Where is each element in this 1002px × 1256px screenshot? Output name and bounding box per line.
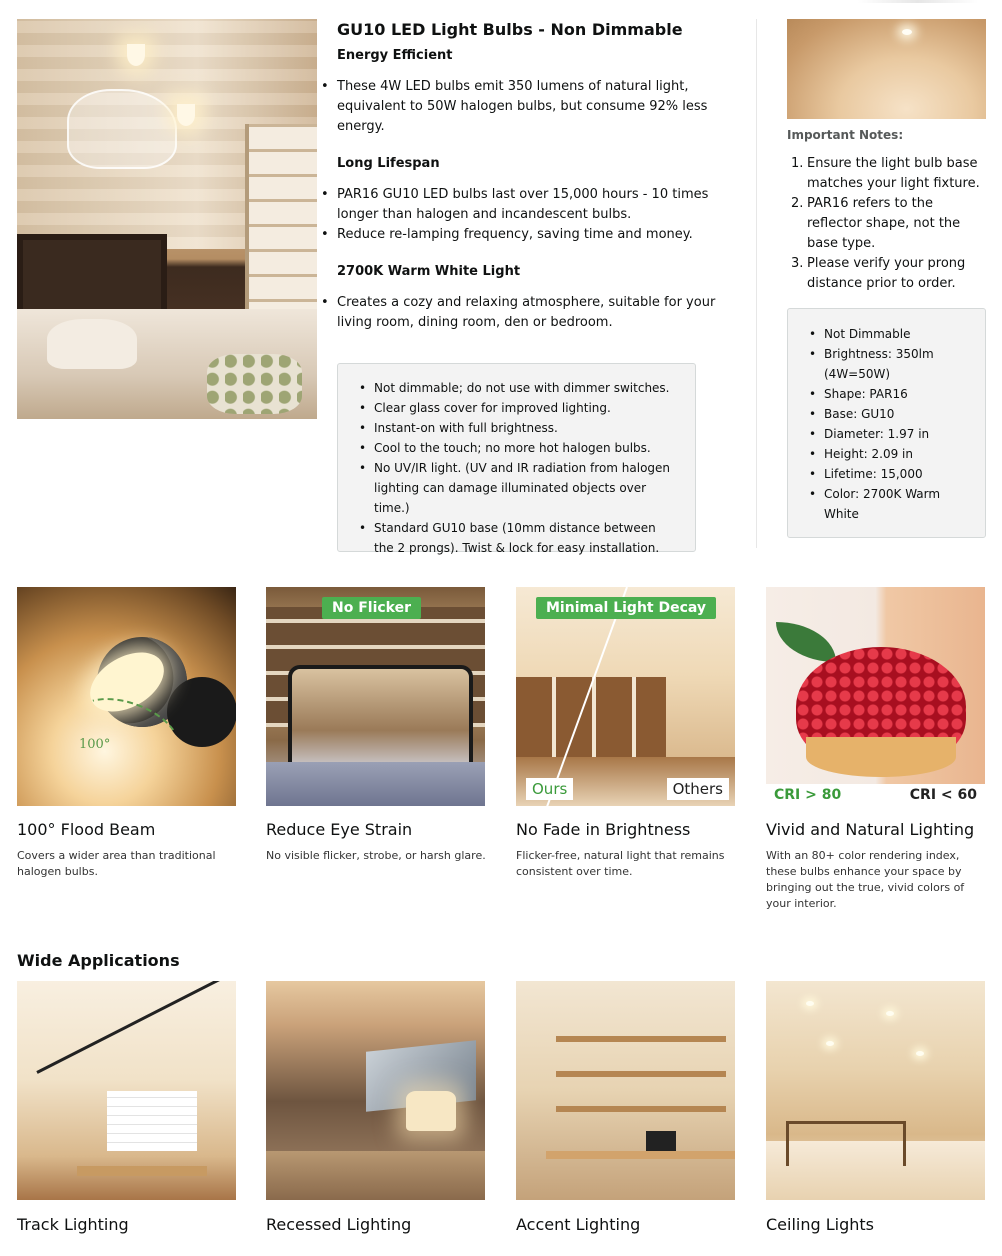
spec-item: • Brightness: 350lm (4W=50W) <box>824 344 975 384</box>
product-title: GU10 LED Light Bulbs - Non Dimmable <box>337 20 683 39</box>
notes-list <box>787 154 986 294</box>
light-decay-image <box>516 587 735 806</box>
deer-head-decor <box>67 89 177 169</box>
spec-item: • Color: 2700K Warm White <box>824 484 975 524</box>
application-label: Ceiling Lights <box>766 1215 874 1234</box>
bullet-item: • These 4W LED bulbs emit 350 lumens of natural light, equivalent to 50W halogen bulbs, but consume 92% less energy. <box>337 77 717 137</box>
feature-desc: Flicker-free, natural light that remains consistent over time. <box>516 849 725 878</box>
specs-box <box>787 308 986 538</box>
product-description <box>337 19 717 351</box>
window-shutter <box>245 124 317 324</box>
bullet-item: • PAR16 GU10 LED bulbs last over 15,000 hours - 10 times longer than halogen and incandescent bulbs. <box>337 185 717 225</box>
downlight-spot <box>902 29 912 35</box>
feature-bullet: • Standard GU10 base (10mm distance between the 2 prongs). Twist & lock for easy installation. <box>374 518 677 558</box>
pillow <box>47 319 137 369</box>
feature-title: Vivid and Natural Lighting <box>766 820 975 839</box>
pillow <box>207 354 302 414</box>
feature-desc: No visible flicker, strobe, or harsh glare. <box>266 849 486 862</box>
section-bullets <box>337 77 717 137</box>
bullet-item: • Reduce re-lamping frequency, saving time and money. <box>337 225 717 245</box>
spec-item: • Diameter: 1.97 in <box>824 424 975 444</box>
note-item: 1. Ensure the light bulb base matches your light fixture. <box>791 156 980 191</box>
accent-lighting-image <box>516 981 735 1200</box>
section-heading: Energy Efficient <box>337 48 453 63</box>
application-label: Recessed Lighting <box>266 1215 412 1234</box>
spec-item: • Height: 2.09 in <box>824 444 975 464</box>
track-lighting-image <box>17 981 236 1200</box>
note-item: 2. PAR16 refers to the reflector shape, not the base type. <box>791 196 961 251</box>
recessed-light-image <box>787 19 986 119</box>
cri-low-label: CRI < 60 <box>909 787 977 803</box>
section-heading: 2700K Warm White Light <box>337 264 521 279</box>
feature-title: No Fade in Brightness <box>516 820 691 839</box>
application-label: Track Lighting <box>17 1215 129 1234</box>
phone-frame <box>288 665 473 775</box>
feature-title: 100° Flood Beam <box>17 820 156 839</box>
recessed-lighting-image <box>266 981 485 1200</box>
top-decor-line <box>858 0 978 3</box>
cri-comparison-image <box>766 587 985 806</box>
spec-item: • Shape: PAR16 <box>824 384 975 404</box>
features-box <box>337 363 696 555</box>
spec-item: • Base: GU10 <box>824 404 975 424</box>
application-label: Accent Lighting <box>516 1215 641 1234</box>
feature-bullet: • Not dimmable; do not use with dimmer switches. <box>374 378 677 398</box>
feature-title: Reduce Eye Strain <box>266 820 413 839</box>
ours-tag: Ours <box>526 778 573 800</box>
ceiling-lamp <box>177 104 195 126</box>
notes-title: Important Notes: <box>787 128 904 142</box>
feature-desc: With an 80+ color rendering index, these bulbs enhance your space by bringing out the true, vivid colors of your interior. <box>766 849 965 910</box>
section-heading: Long Lifespan <box>337 156 440 171</box>
spec-item: • Not Dimmable <box>824 324 975 344</box>
flood-beam-image <box>17 587 236 806</box>
section-bullets <box>337 185 717 245</box>
feature-bullet: • Clear glass cover for improved lighting. <box>374 398 677 418</box>
applications-title: Wide Applications <box>17 951 180 970</box>
feature-desc: Covers a wider area than traditional halogen bulbs. <box>17 849 216 878</box>
ceiling-lights-image <box>766 981 985 1200</box>
bullet-item: • Creates a cozy and relaxing atmosphere, suitable for your living room, dining room, den or bedroom. <box>337 293 717 333</box>
spec-item: • Lifetime: 15,000 <box>824 464 975 484</box>
eye-strain-image <box>266 587 485 806</box>
vertical-divider <box>756 19 757 548</box>
light-decay-badge: Minimal Light Decay <box>536 597 716 619</box>
note-item: 3. Please verify your prong distance prior to order. <box>791 256 966 291</box>
feature-bullet: • Instant-on with full brightness. <box>374 418 677 438</box>
ceiling-lamp <box>127 44 145 66</box>
no-flicker-badge: No Flicker <box>322 597 421 619</box>
others-tag: Others <box>667 778 729 800</box>
feature-bullet: • No UV/IR light. (UV and IR radiation from halogen lighting can damage illuminated objects over time.) <box>374 458 677 518</box>
cri-high-label: CRI > 80 <box>774 787 842 803</box>
section-bullets <box>337 293 717 333</box>
beam-angle-label: 100° <box>79 737 111 752</box>
feature-bullet: • Cool to the touch; no more hot halogen bulbs. <box>374 438 677 458</box>
hero-bedroom-image <box>17 19 317 419</box>
